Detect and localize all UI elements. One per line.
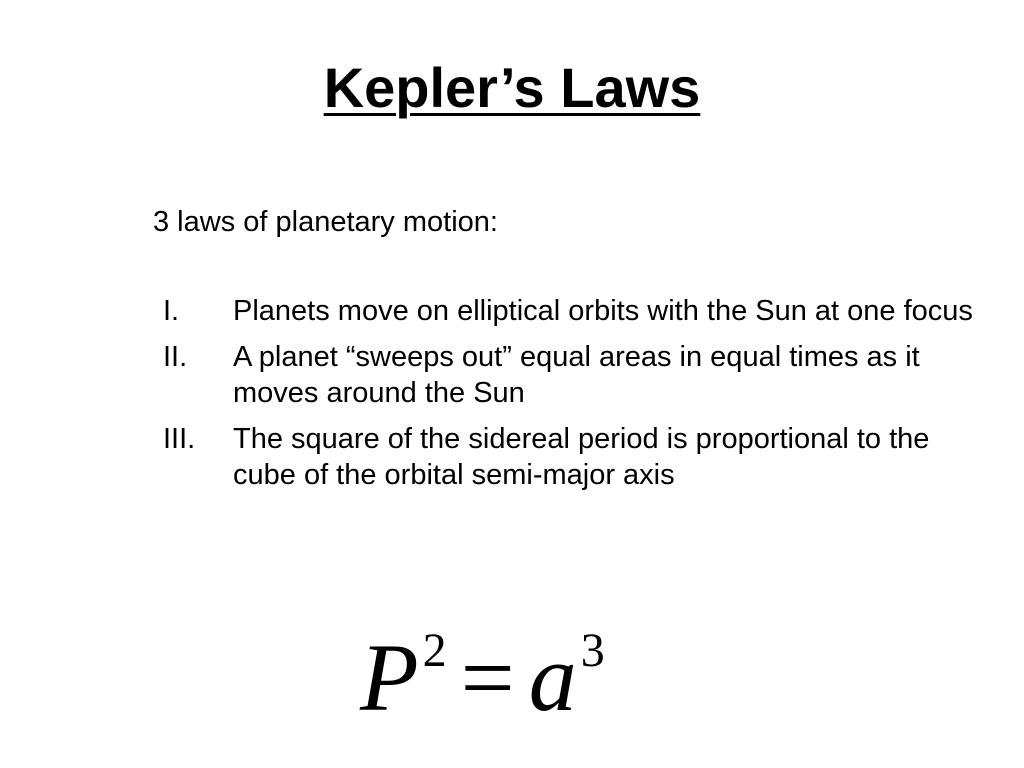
law-item [163,421,973,493]
slide-title-text: Kepler’s Laws [323,56,701,119]
law-item [163,293,973,329]
law-text: The square of the sidereal period is proportional to the cube of the orbital semi-major axis [233,423,930,491]
law-item [163,339,973,411]
law-text: Planets move on elliptical orbits with the Sun at one focus [233,295,973,327]
law-numeral: II. [163,341,188,373]
intro-text: 3 laws of planetary motion: [153,206,498,238]
slide-title [0,52,1024,124]
law-numeral: I. [163,295,180,327]
law-numeral: III. [163,423,196,455]
laws-list [163,293,973,503]
law-text: A planet “sweeps out” equal areas in equal times as it moves around the Sun [233,341,920,409]
formula-axis-exponent: 3 [580,624,605,677]
formula-period-variable: P [360,624,419,731]
formula-axis-variable: a [528,624,577,731]
kepler-third-law-formula [360,618,605,738]
formula-period-exponent: 2 [422,624,447,677]
formula-equals-sign: = [460,624,515,731]
